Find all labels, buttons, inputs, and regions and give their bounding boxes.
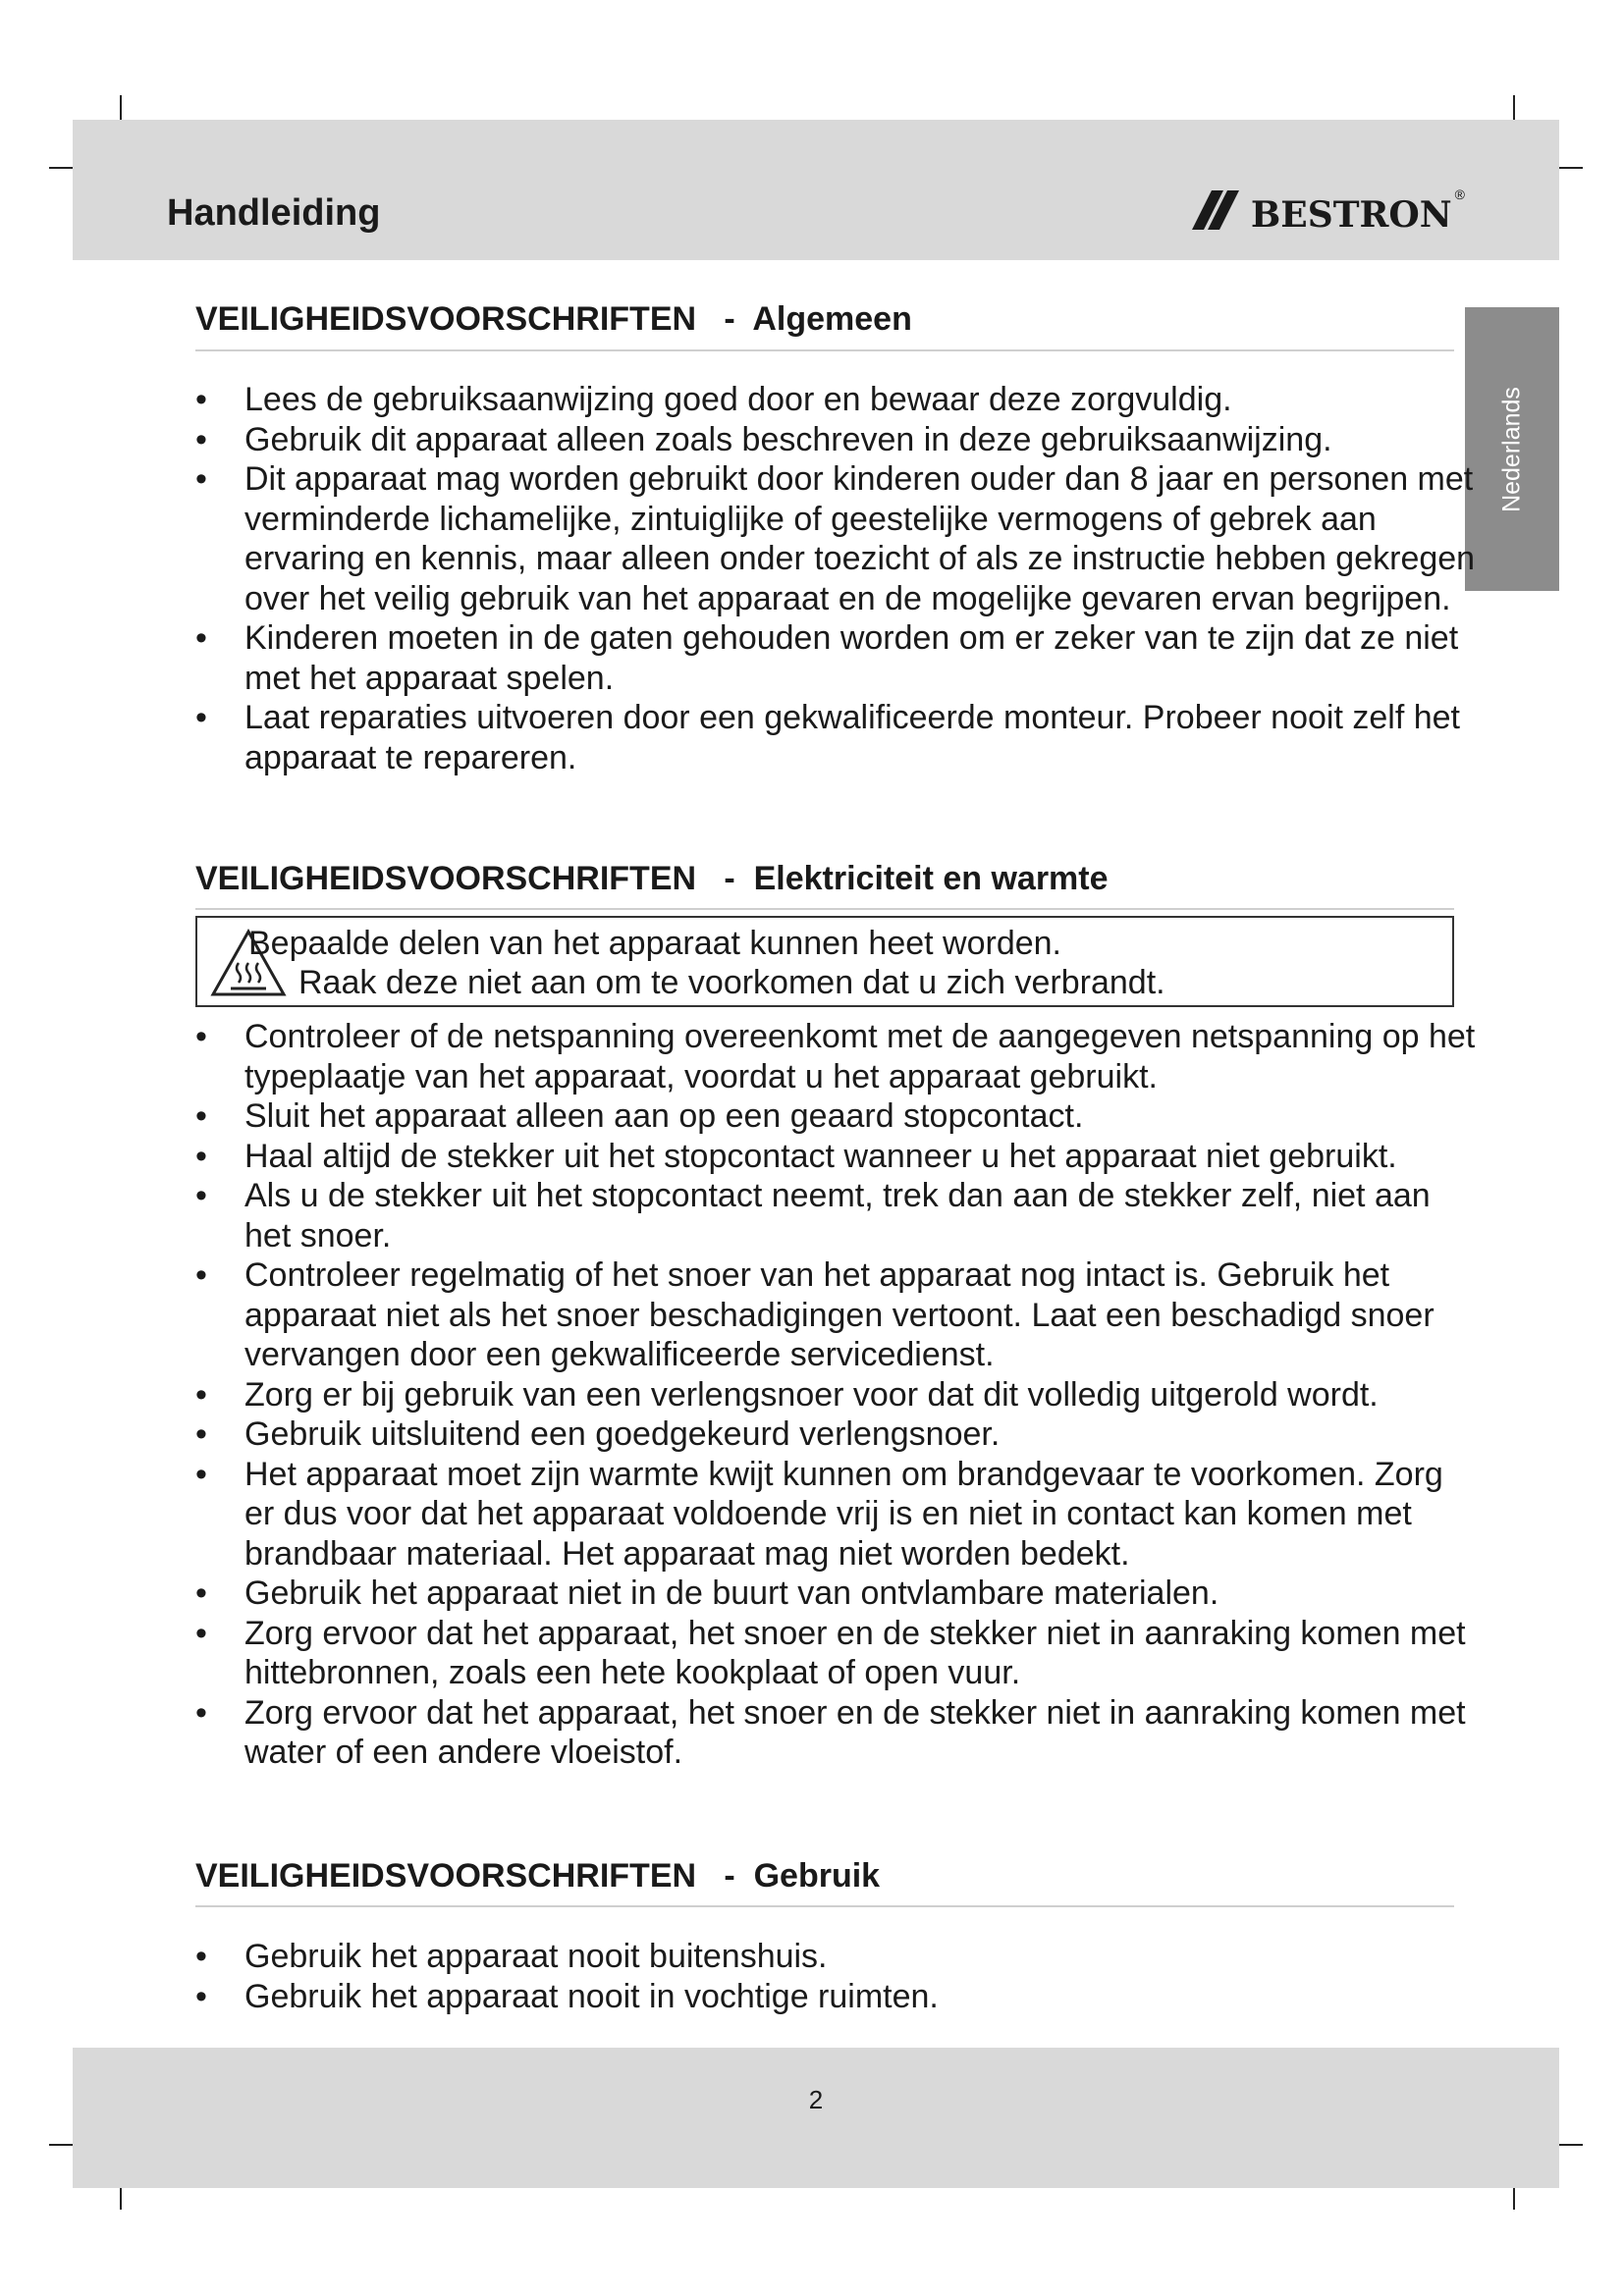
list-item: • Zorg ervoor dat het apparaat, het snoer en de stekker niet in aanraking komen met hittebronnen, zoals een hete kookplaat of open vuur. xyxy=(195,1614,1482,1693)
footer-bar xyxy=(73,2048,1559,2188)
section-divider xyxy=(195,1905,1454,1907)
electricity-list xyxy=(195,1017,1482,1773)
list-item: • Gebruik dit apparaat alleen zoals beschreven in deze gebruiksaanwijzing. xyxy=(195,420,1482,460)
list-item: • Sluit het apparaat alleen aan op een geaard stopcontact. xyxy=(195,1096,1482,1137)
general-list xyxy=(195,380,1482,777)
list-item: • Zorg ervoor dat het apparaat, het snoer en de stekker niet in aanraking komen met water of een andere vloeistof. xyxy=(195,1693,1482,1773)
warning-text xyxy=(248,924,1165,1002)
list-item: • Gebruik het apparaat niet in de buurt van ontvlambare materialen. xyxy=(195,1574,1482,1614)
warning-line: Raak deze niet aan om te voorkomen dat u zich verbrandt. xyxy=(298,964,1165,1001)
brand-chevrons-icon xyxy=(1190,188,1245,232)
list-item: • Lees de gebruiksaanwijzing goed door en bewaar deze zorgvuldig. xyxy=(195,380,1482,420)
list-item: • Haal altijd de stekker uit het stopcontact wanneer u het apparaat niet gebruikt. xyxy=(195,1137,1482,1177)
header-bar xyxy=(73,120,1559,260)
usage-list xyxy=(195,1937,1482,2016)
section-heading-general: VEILIGHEIDSVOORSCHRIFTEN - Algemeen xyxy=(195,300,912,338)
hot-surface-warning xyxy=(195,916,1454,1007)
list-item: • Gebruik uitsluitend een goedgekeurd verlengsnoer. xyxy=(195,1415,1482,1455)
list-item: • Laat reparaties uitvoeren door een gekwalificeerde monteur. Probeer nooit zelf het apparaat te repareren. xyxy=(195,698,1482,777)
section-divider xyxy=(195,908,1454,910)
section-heading-usage: VEILIGHEIDSVOORSCHRIFTEN - Gebruik xyxy=(195,1857,881,1895)
section-divider xyxy=(195,349,1454,351)
page-title: Handleiding xyxy=(167,192,381,234)
page-number: 2 xyxy=(808,2085,824,2114)
list-item: • Controleer of de netspanning overeenkomt met de aangegeven netspanning op het typeplaatje van het apparaat, voordat u het apparaat gebruikt. xyxy=(195,1017,1482,1096)
list-item: • Gebruik het apparaat nooit buitenshuis. xyxy=(195,1937,1482,1977)
list-item: • Zorg er bij gebruik van een verlengsnoer voor dat dit volledig uitgerold wordt. xyxy=(195,1375,1482,1415)
registered-mark: ® xyxy=(1454,187,1465,202)
list-item: • Het apparaat moet zijn warmte kwijt kunnen om brandgevaar te voorkomen. Zorg er dus voor dat het apparaat voldoende vrij is en niet in contact kan komen met brandbaar materiaal. Het apparaat mag niet worden bedekt. xyxy=(195,1455,1482,1575)
list-item: • Als u de stekker uit het stopcontact neemt, trek dan aan de stekker zelf, niet aan het snoer. xyxy=(195,1176,1482,1255)
list-item: • Kinderen moeten in de gaten gehouden worden om er zeker van te zijn dat ze niet met het apparaat spelen. xyxy=(195,618,1482,698)
list-item: • Controleer regelmatig of het snoer van het apparaat nog intact is. Gebruik het apparaat niet als het snoer beschadigingen vertoont. Laat een beschadigd snoer vervangen door een gekwalificeerde servicedienst. xyxy=(195,1255,1482,1375)
list-item: • Dit apparaat mag worden gebruikt door kinderen ouder dan 8 jaar en personen met verminderde lichamelijke, zintuiglijke of geestelijke vermogens of gebrek aan ervaring en kennis, maar alleen onder toezicht of als ze instructie hebben gekregen over het veilig gebruik van het apparaat en de mogelijke gevaren ervan begrijpen. xyxy=(195,459,1482,618)
language-tab-label: Nederlands xyxy=(1497,386,1526,512)
warning-line: Bepaalde delen van het apparaat kunnen heet worden. xyxy=(248,925,1061,962)
section-heading-electricity: VEILIGHEIDSVOORSCHRIFTEN - Elektriciteit en warmte xyxy=(195,860,1109,897)
brand-name: bestron xyxy=(1250,180,1452,240)
list-item: • Gebruik het apparaat nooit in vochtige ruimten. xyxy=(195,1977,1482,2017)
brand-logo xyxy=(1190,180,1465,240)
